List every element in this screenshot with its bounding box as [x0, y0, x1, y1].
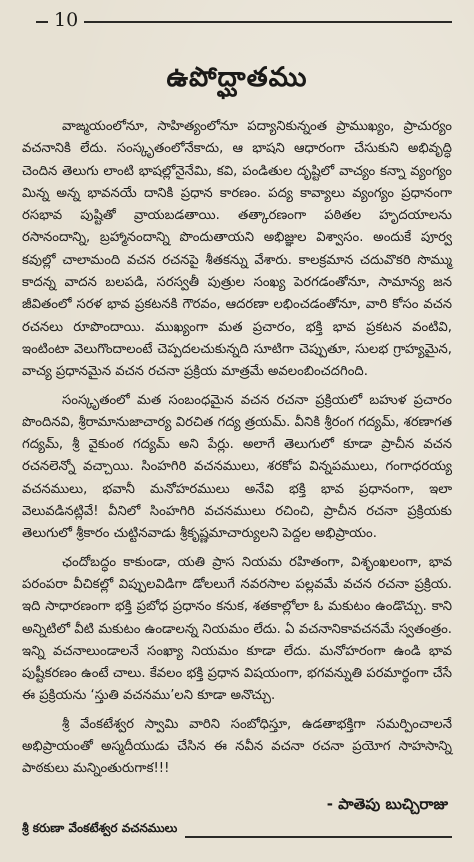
page-header: [22, 0, 452, 40]
paragraph-3: ఛందోబద్ధం కాకుండా, యతి ప్రాస నియమ రహితంగా, విశృంఖలంగా, భావ పరంపరా వీచికల్లో విప్పులవిడిగా డోలలుగే నవరసాల పల్లవమే వచన రచనా ప్రక్రియ. ఇది సాధారణంగా భక్తి ప్రబోధ ప్రధానం కనుక, శతకాల్లోలా ఓ మకుటం ఉండొచ్చు. కాని అన్నిటిలో వీటి మకుటం ఉండాలన్న నియమం లేదు. ఏ వచనానికావచనమే స్వతంత్రం. ఇన్ని వచనాలుండాలనే సంఖ్యా నియమం కూడా లేదు. మనోహరంగా ఉండి భావ పుష్టీకరణం ఉంటే చాలు. కేవలం భక్తి ప్రధాన విషయంగా, భగవన్నుతి పరమార్థంగా చేసే ఈ ప్రక్రియను ‘స్తుతి వచనము’లని కూడా అనొచ్చు.: [22, 554, 452, 704]
paragraph-2: సంస్కృతంలో మత సంబంధమైన వచన రచనా ప్రక్రియలో బహుళ ప్రచారం పొందినవి, శ్రీరామానుజాచార్య విరచిత గద్య త్రయమ్. వీనికి శ్రీరంగ గద్యమ్, శరణాగత గద్యమ్, శ్రీ వైకుంఠ గద్యమ్ అని పేర్లు. అలాగే తెలుగులో కూడా ప్రాచీన వచన రచనలెన్నో వచ్చాయి. సింహగిరి వచనములు, శరకోప విన్నపములు, గంగాధరయ్య వచనములు, భవానీ మనోహరములు అనేవి భక్తి భావ ప్రధానంగా, ఇలా వెలువడినట్లివే! వీనిలో సింహగిరి వచనములు రచించి, ప్రాచీన రచనా ప్రక్రియకు తెలుగులో శ్రీకారం చుట్టినవాడు శ్రీకృష్ణమాచార్యులని పెద్దల అభిప్రాయం.: [22, 392, 452, 542]
body-text: [22, 116, 452, 781]
paragraph-4: శ్రీ వేంకటేశ్వర స్వామి వారిని సంబోధిస్తూ, ఉడతాభక్తిగా సమర్పించాలనే అభిప్రాయంతో అస్మదీయుడు చేసిన ఈ నవీన వచనా రచనా ప్రయోగ సాహసాన్ని పాఠకులు మన్నింతురుగాక!!!: [22, 716, 452, 777]
page-footer: [22, 818, 452, 842]
page-title: ఉపోద్ఘాతము: [166, 62, 308, 93]
header-rule: [36, 21, 452, 23]
paragraph-1: వాఙ్మయంలోనూ, సాహిత్యంలోనూ పద్యానికున్నంత ప్రాముఖ్యం, ప్రాచుర్యం వచనానికి లేదు. సంస్కృతంలోనేకాదు, ఆ భాషని ఆధారంగా చేసుకుని అభివృద్ధి చెందిన తెలుగు లాంటి భాషల్లోనైనేమి, కవి, పండితుల దృష్టిలో వాచ్యం కన్నా వ్యంగ్యం మిన్న అన్న భావనయే దానికి ప్రధాన కారణం. పద్య కావ్యాలు వ్యంగ్యం ప్రధానంగా రసభావ పుష్టితో వ్రాయబడతాయి. తత్కారణంగా పఠితల హృదయాలను రసానందాన్ని, బ్రహ్మానందాన్ని పొందుతాయని అభిజ్ఞుల విశ్వాసం. అందుకే పూర్వ కవుల్లో చాలామంది వచన రచనపై శీతకన్ను వేశారు. కాలక్రమాన చదువొకరి సొమ్ము కాదన్న వాదన బలపడి, సరస్వతీ పుత్రుల సంఖ్య పెరగడంతోనూ, సామాన్య జన జీవితంలో సరళ భావ ప్రకటనకి గౌరవం, ఆదరణా లభించడంతోనూ, వారి కోసం వచన రచనలు రూపొందాయి. ముఖ్యంగా మత ప్రచారం, భక్తి భావ ప్రకటన వంటివి, ఇంటింటా వెలుగొందాలంటే చెప్పదలచుకున్నది సూటిగా చెప్పుతూ, సులభ గ్రాహ్యమైన, వాచ్య ప్రధానమైన వచన రచనా ప్రక్రియ మాత్రమే అవలంబించదగింది.: [22, 119, 452, 380]
footer-book-title: శ్రీ కరుణా వేంకటేశ్వర వచనములు: [22, 818, 185, 838]
author-signature: - పాతెపు బుచ్చిరాజు: [326, 794, 448, 813]
page-number: 10: [48, 8, 84, 32]
